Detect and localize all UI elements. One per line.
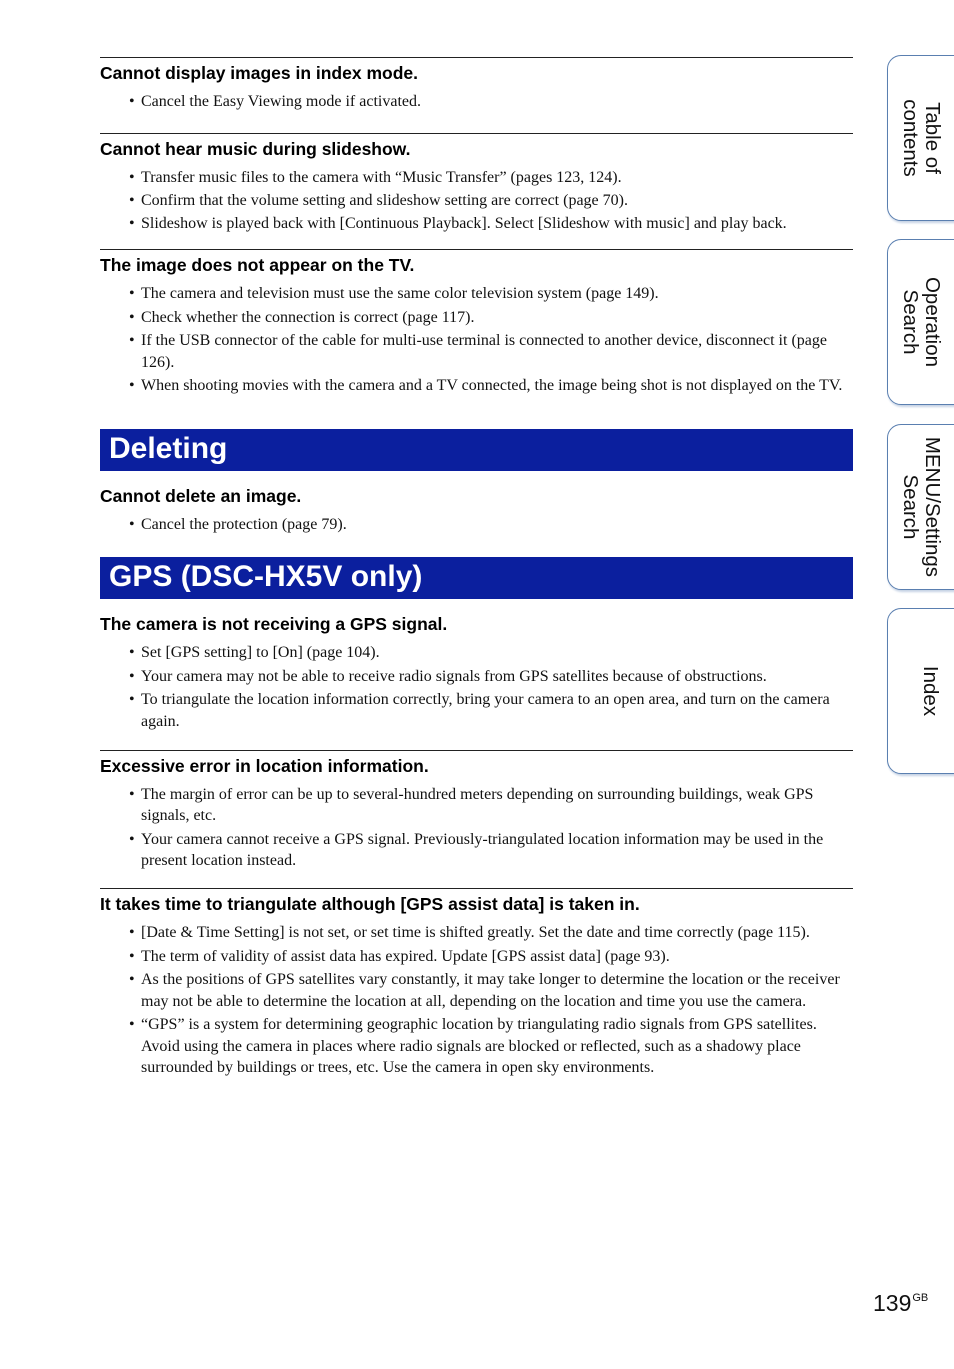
section-heading: Cannot hear music during slideshow. — [100, 138, 411, 159]
list-item: • The term of validity of assist data has expired. Update [GPS assist data] (page 93). — [100, 946, 853, 968]
section-heading: Excessive error in location information. — [100, 755, 429, 776]
tab-index[interactable] — [887, 608, 954, 774]
list-item: • Slideshow is played back with [Continuous Playback]. Select [Slideshow with music] and play back. — [100, 213, 853, 235]
section-location-error — [100, 750, 853, 873]
list-item: • Cancel the protection (page 79). — [100, 514, 853, 536]
section-heading: Cannot delete an image. — [100, 485, 302, 506]
tab-label-line: Index — [919, 665, 942, 717]
bullet-list — [100, 922, 853, 1079]
list-item: • The margin of error can be up to several-hundred meters depending on surrounding buildings, weak GPS signals, etc. — [100, 784, 853, 827]
list-item: • Confirm that the volume setting and slideshow setting are correct (page 70). — [100, 190, 853, 212]
deleting-banner: Deleting — [100, 429, 853, 471]
list-item: • Check whether the connection is correct (page 117). — [100, 307, 853, 329]
page-number-value: 139 — [873, 1290, 912, 1316]
list-item: • To triangulate the location information correctly, bring your camera to an open area, and turn on the camera again. — [100, 689, 853, 732]
list-item: • “GPS” is a system for determining geographic location by triangulating radio signals from GPS satellites. Avoid using the camera in places where radio signals are blocked or reflected, such as a shadowy place surrounded by buildings or trees, etc. Use the camera in open sky environments. — [100, 1014, 853, 1079]
tab-label-line: Search — [899, 289, 922, 355]
section-heading: The camera is not receiving a GPS signal. — [100, 614, 448, 635]
tab-label-line: contents — [899, 99, 922, 177]
list-item: • Your camera may not be able to receive radio signals from GPS satellites because of obstructions. — [100, 666, 853, 688]
section-index-mode — [100, 57, 853, 113]
section-delete-image — [100, 486, 853, 536]
list-item: • Transfer music files to the camera with “Music Transfer” (pages 123, 124). — [100, 167, 853, 189]
gps-banner: GPS (DSC-HX5V only) — [100, 557, 853, 599]
bullet-list — [100, 91, 853, 113]
page-content — [100, 57, 853, 1081]
section-gps-signal — [100, 614, 853, 732]
bullet-list — [100, 283, 853, 397]
tab-label-line: Search — [899, 474, 922, 540]
tab-label-line: MENU/Settings — [921, 436, 944, 578]
bullet-list — [100, 642, 853, 732]
list-item: • [Date & Time Setting] is not set, or set time is shifted greatly. Set the date and time correctly (page 115). — [100, 922, 853, 944]
list-item: • Cancel the Easy Viewing mode if activated. — [100, 91, 853, 113]
tab-label — [899, 437, 943, 577]
tab-label — [899, 277, 943, 367]
section-heading: It takes time to triangulate although [GPS assist data] is taken in. — [100, 894, 640, 915]
section-heading: Cannot display images in index mode. — [100, 63, 418, 83]
bullet-list — [100, 784, 853, 873]
tab-table-of-contents[interactable] — [887, 55, 954, 221]
bullet-list — [100, 514, 853, 536]
tab-label-line: Table of — [921, 102, 944, 174]
tab-label — [899, 99, 943, 177]
bullet-list — [100, 167, 853, 235]
list-item: • When shooting movies with the camera and a TV connected, the image being shot is not displayed on the TV. — [100, 375, 853, 397]
tab-label — [919, 666, 941, 716]
section-triangulate-time — [100, 888, 853, 1079]
tab-operation-search[interactable] — [887, 239, 954, 405]
section-slideshow-music — [100, 133, 853, 235]
list-item: • Your camera cannot receive a GPS signal. Previously-triangulated location information may be used in the present location instead. — [100, 829, 853, 872]
list-item: • Set [GPS setting] to [On] (page 104). — [100, 642, 853, 664]
section-tv-display — [100, 249, 853, 397]
section-heading: The image does not appear on the TV. — [100, 255, 415, 276]
page-number — [873, 1290, 928, 1317]
list-item: • If the USB connector of the cable for multi-use terminal is connected to another device, disconnect it (page 126). — [100, 330, 853, 373]
tab-menu-settings-search[interactable] — [887, 424, 954, 590]
page-number-suffix: GB — [912, 1292, 929, 1304]
list-item: • As the positions of GPS satellites vary constantly, it may take longer to determine the location or the receiver may not be able to determine the location at all, depending on the location and time you use the camera. — [100, 969, 853, 1012]
tab-label-line: Operation — [921, 276, 944, 368]
list-item: • The camera and television must use the same color television system (page 149). — [100, 283, 853, 305]
